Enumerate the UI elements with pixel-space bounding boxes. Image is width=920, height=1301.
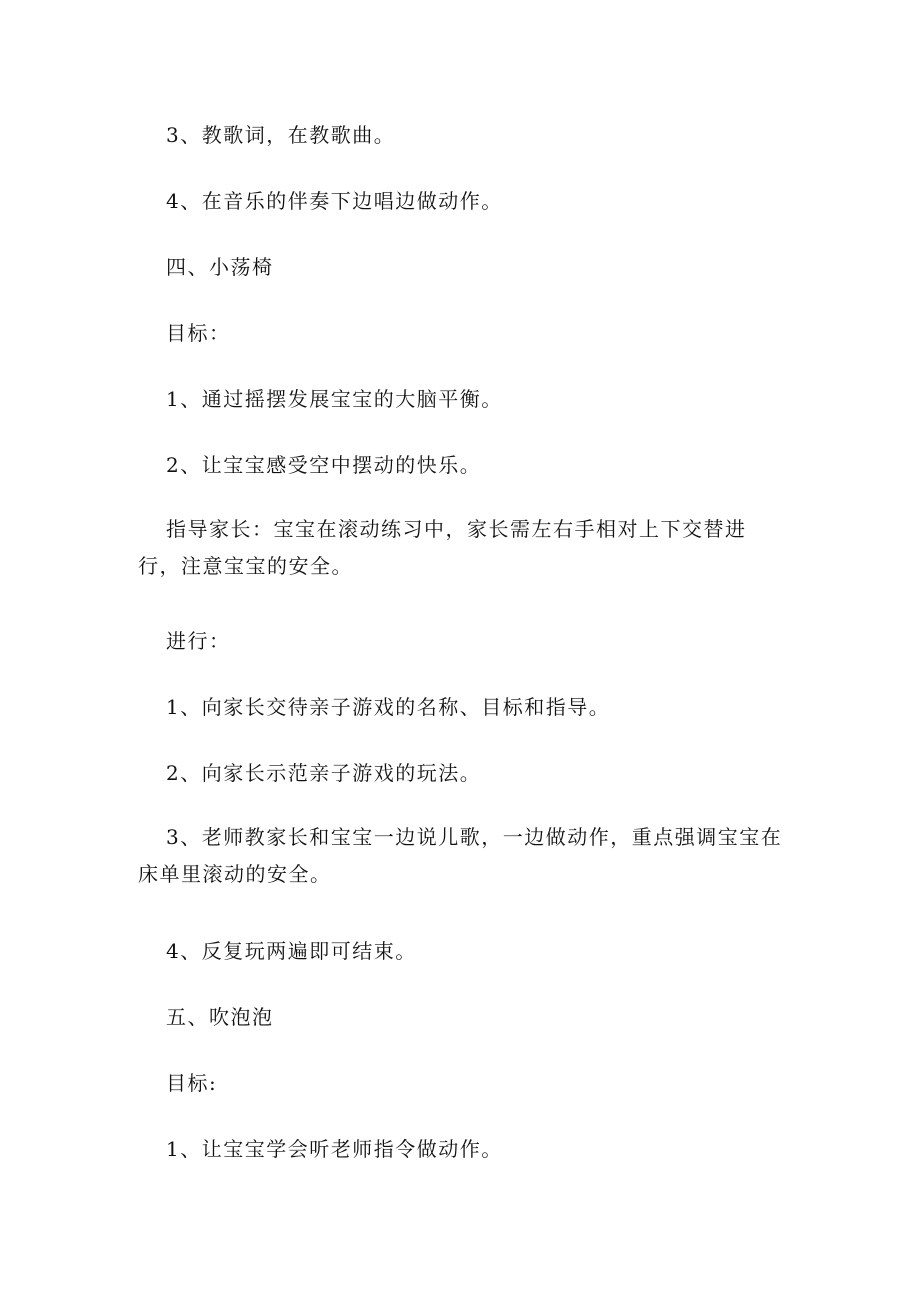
process-step-3: 3、老师教家长和宝宝一边说儿歌，一边做动作，重点强调宝宝在床单里滚动的安全。 [138, 825, 783, 886]
section-heading-4: 四、小荡椅 [166, 255, 274, 279]
goals-label: 目标： [166, 321, 231, 345]
process-step-2: 2、向家长示范亲子游戏的玩法。 [166, 761, 482, 785]
process-label: 进行： [166, 629, 231, 653]
goal-2: 2、让宝宝感受空中摆动的快乐。 [166, 453, 482, 477]
process-step-4: 4、反复玩两遍即可结束。 [166, 939, 417, 963]
process-step-1: 1、向家长交待亲子游戏的名称、目标和指导。 [166, 695, 611, 719]
goals-label-2: 目标: [166, 1071, 218, 1095]
goal-1: 1、通过摇摆发展宝宝的大脑平衡。 [166, 387, 503, 411]
paragraph-step-4-sing-with-music: 4、在音乐的伴奏下边唱边做动作。 [166, 189, 503, 213]
paragraph-step-3-teach-lyrics: 3、教歌词，在教歌曲。 [166, 123, 396, 147]
section-heading-5: 五、吹泡泡 [166, 1005, 274, 1029]
goal-1-section-5: 1、让宝宝学会听老师指令做动作。 [166, 1137, 503, 1161]
parent-guidance: 指导家长：宝宝在滚动练习中，家长需左右手相对上下交替进行，注意宝宝的安全。 [138, 517, 747, 578]
